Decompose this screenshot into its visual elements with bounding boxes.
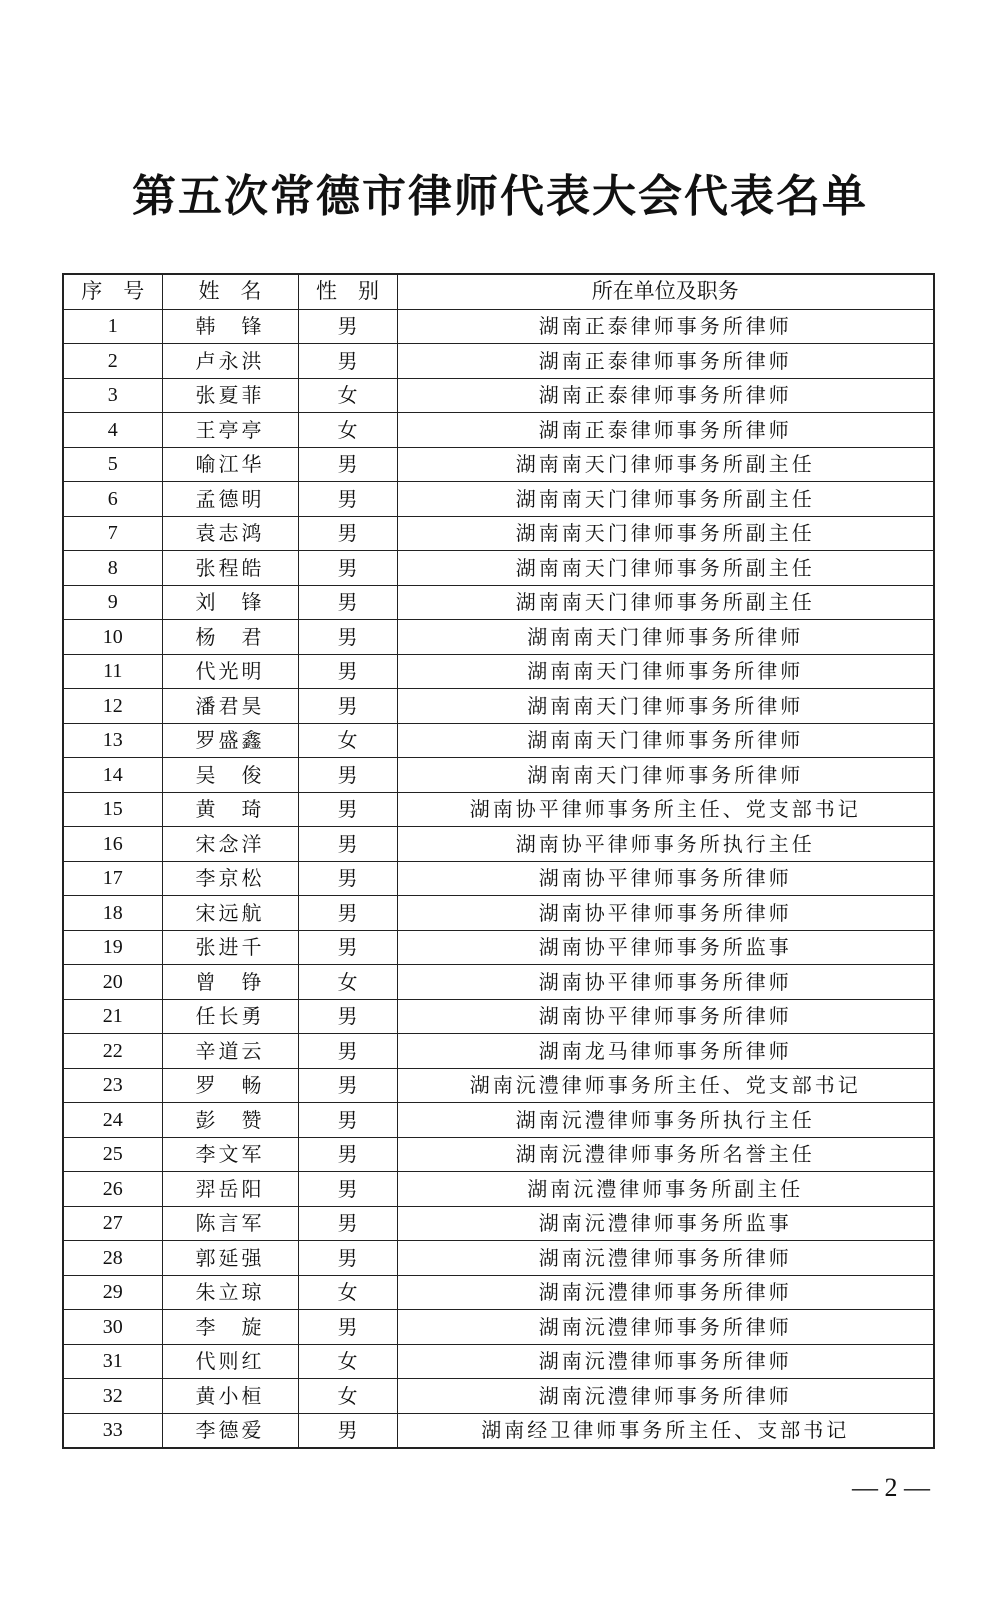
- cell-unit: 湖南南天门律师事务所副主任: [397, 482, 934, 517]
- table-row: [63, 792, 934, 827]
- cell-unit: 湖南沅澧律师事务所执行主任: [397, 1103, 934, 1138]
- cell-gender: 男: [298, 827, 397, 862]
- cell-name: 李 旋: [162, 1310, 298, 1345]
- cell-gender: 男: [298, 999, 397, 1034]
- cell-number: 11: [63, 654, 162, 689]
- cell-name: 陈言军: [162, 1206, 298, 1241]
- cell-number: 29: [63, 1275, 162, 1310]
- table-row: [63, 1034, 934, 1069]
- table-row: [63, 861, 934, 896]
- cell-number: 4: [63, 413, 162, 448]
- cell-gender: 男: [298, 654, 397, 689]
- cell-gender: 男: [298, 585, 397, 620]
- cell-gender: 男: [298, 447, 397, 482]
- table-row: [63, 1172, 934, 1207]
- cell-unit: 湖南协平律师事务所律师: [397, 965, 934, 1000]
- cell-number: 9: [63, 585, 162, 620]
- page-title: 第五次常德市律师代表大会代表名单: [132, 171, 868, 222]
- cell-name: 罗盛鑫: [162, 723, 298, 758]
- cell-name: 罗 畅: [162, 1068, 298, 1103]
- table-row: [63, 654, 934, 689]
- cell-number: 28: [63, 1241, 162, 1276]
- table-row: [63, 447, 934, 482]
- table-row: [63, 723, 934, 758]
- header-number: 序 号: [63, 274, 162, 309]
- cell-gender: 男: [298, 758, 397, 793]
- cell-number: 21: [63, 999, 162, 1034]
- table-row: [63, 516, 934, 551]
- cell-gender: 女: [298, 723, 397, 758]
- cell-unit: 湖南沅澧律师事务所名誉主任: [397, 1137, 934, 1172]
- table-row: [63, 378, 934, 413]
- cell-number: 19: [63, 930, 162, 965]
- cell-unit: 湖南南天门律师事务所律师: [397, 758, 934, 793]
- cell-number: 2: [63, 344, 162, 379]
- table-row: [63, 965, 934, 1000]
- cell-unit: 湖南龙马律师事务所律师: [397, 1034, 934, 1069]
- table-row: [63, 999, 934, 1034]
- header-name: 姓 名: [162, 274, 298, 309]
- cell-gender: 男: [298, 792, 397, 827]
- cell-unit: 湖南协平律师事务所主任、党支部书记: [397, 792, 934, 827]
- cell-gender: 男: [298, 1172, 397, 1207]
- representatives-table: [62, 273, 935, 1449]
- cell-name: 袁志鸿: [162, 516, 298, 551]
- cell-number: 27: [63, 1206, 162, 1241]
- cell-unit: 湖南南天门律师事务所副主任: [397, 551, 934, 586]
- cell-gender: 男: [298, 551, 397, 586]
- cell-number: 8: [63, 551, 162, 586]
- table-row: [63, 1137, 934, 1172]
- cell-name: 李德爱: [162, 1413, 298, 1448]
- table-row: [63, 930, 934, 965]
- table-row: [63, 551, 934, 586]
- cell-gender: 男: [298, 930, 397, 965]
- table-row: [63, 1310, 934, 1345]
- cell-number: 30: [63, 1310, 162, 1345]
- cell-gender: 女: [298, 413, 397, 448]
- table-row: [63, 1103, 934, 1138]
- cell-name: 吴 俊: [162, 758, 298, 793]
- cell-unit: 湖南正泰律师事务所律师: [397, 413, 934, 448]
- cell-name: 宋念洋: [162, 827, 298, 862]
- cell-gender: 男: [298, 1103, 397, 1138]
- cell-name: 刘 锋: [162, 585, 298, 620]
- cell-unit: 湖南沅澧律师事务所律师: [397, 1310, 934, 1345]
- table-row: [63, 620, 934, 655]
- cell-number: 10: [63, 620, 162, 655]
- cell-name: 卢永洪: [162, 344, 298, 379]
- cell-name: 郭延强: [162, 1241, 298, 1276]
- cell-number: 5: [63, 447, 162, 482]
- cell-unit: 湖南协平律师事务所监事: [397, 930, 934, 965]
- cell-unit: 湖南正泰律师事务所律师: [397, 378, 934, 413]
- cell-name: 孟德明: [162, 482, 298, 517]
- cell-number: 26: [63, 1172, 162, 1207]
- cell-gender: 男: [298, 309, 397, 344]
- cell-number: 22: [63, 1034, 162, 1069]
- cell-gender: 男: [298, 620, 397, 655]
- page-number: — 2 —: [852, 1473, 930, 1502]
- cell-number: 24: [63, 1103, 162, 1138]
- cell-name: 李文军: [162, 1137, 298, 1172]
- table-row: [63, 344, 934, 379]
- cell-unit: 湖南沅澧律师事务所律师: [397, 1241, 934, 1276]
- table-row: [63, 413, 934, 448]
- cell-gender: 男: [298, 1068, 397, 1103]
- cell-number: 1: [63, 309, 162, 344]
- cell-gender: 女: [298, 965, 397, 1000]
- cell-gender: 女: [298, 1344, 397, 1379]
- cell-gender: 男: [298, 1137, 397, 1172]
- cell-unit: 湖南协平律师事务所律师: [397, 896, 934, 931]
- table-row: [63, 309, 934, 344]
- cell-number: 15: [63, 792, 162, 827]
- cell-number: 18: [63, 896, 162, 931]
- cell-unit: 湖南南天门律师事务所律师: [397, 689, 934, 724]
- cell-gender: 女: [298, 378, 397, 413]
- cell-gender: 女: [298, 1379, 397, 1414]
- cell-number: 23: [63, 1068, 162, 1103]
- cell-unit: 湖南南天门律师事务所律师: [397, 654, 934, 689]
- cell-number: 20: [63, 965, 162, 1000]
- cell-number: 31: [63, 1344, 162, 1379]
- table-header-row: [63, 274, 934, 309]
- cell-name: 宋远航: [162, 896, 298, 931]
- cell-name: 张程皓: [162, 551, 298, 586]
- cell-name: 羿岳阳: [162, 1172, 298, 1207]
- table-row: [63, 689, 934, 724]
- header-gender: 性 别: [298, 274, 397, 309]
- cell-number: 17: [63, 861, 162, 896]
- cell-name: 朱立琼: [162, 1275, 298, 1310]
- cell-unit: 湖南沅澧律师事务所律师: [397, 1344, 934, 1379]
- cell-name: 代则红: [162, 1344, 298, 1379]
- table-row: [63, 1275, 934, 1310]
- cell-number: 12: [63, 689, 162, 724]
- table-body: [63, 309, 934, 1448]
- cell-number: 33: [63, 1413, 162, 1448]
- cell-name: 喻江华: [162, 447, 298, 482]
- cell-gender: 女: [298, 1275, 397, 1310]
- cell-unit: 湖南沅澧律师事务所律师: [397, 1275, 934, 1310]
- table-row: [63, 1344, 934, 1379]
- cell-number: 13: [63, 723, 162, 758]
- cell-unit: 湖南正泰律师事务所律师: [397, 309, 934, 344]
- cell-name: 黄小桓: [162, 1379, 298, 1414]
- cell-unit: 湖南南天门律师事务所副主任: [397, 516, 934, 551]
- cell-unit: 湖南协平律师事务所执行主任: [397, 827, 934, 862]
- cell-number: 16: [63, 827, 162, 862]
- cell-number: 32: [63, 1379, 162, 1414]
- cell-gender: 男: [298, 482, 397, 517]
- cell-unit: 湖南协平律师事务所律师: [397, 999, 934, 1034]
- table-row: [63, 1206, 934, 1241]
- cell-gender: 男: [298, 1206, 397, 1241]
- cell-unit: 湖南经卫律师事务所主任、支部书记: [397, 1413, 934, 1448]
- cell-name: 韩 锋: [162, 309, 298, 344]
- cell-name: 王亭亭: [162, 413, 298, 448]
- cell-unit: 湖南沅澧律师事务所副主任: [397, 1172, 934, 1207]
- table-row: [63, 482, 934, 517]
- cell-gender: 男: [298, 1241, 397, 1276]
- cell-name: 杨 君: [162, 620, 298, 655]
- cell-name: 张夏菲: [162, 378, 298, 413]
- cell-unit: 湖南正泰律师事务所律师: [397, 344, 934, 379]
- cell-gender: 男: [298, 689, 397, 724]
- cell-unit: 湖南南天门律师事务所副主任: [397, 447, 934, 482]
- table-row: [63, 585, 934, 620]
- table-row: [63, 1241, 934, 1276]
- table-header: [63, 274, 934, 309]
- cell-unit: 湖南南天门律师事务所副主任: [397, 585, 934, 620]
- cell-gender: 男: [298, 1413, 397, 1448]
- cell-unit: 湖南南天门律师事务所律师: [397, 620, 934, 655]
- cell-name: 曾 铮: [162, 965, 298, 1000]
- cell-number: 7: [63, 516, 162, 551]
- cell-name: 任长勇: [162, 999, 298, 1034]
- cell-unit: 湖南沅澧律师事务所律师: [397, 1379, 934, 1414]
- cell-name: 辛道云: [162, 1034, 298, 1069]
- cell-gender: 男: [298, 344, 397, 379]
- cell-name: 张进千: [162, 930, 298, 965]
- cell-unit: 湖南南天门律师事务所律师: [397, 723, 934, 758]
- cell-number: 6: [63, 482, 162, 517]
- cell-gender: 男: [298, 861, 397, 896]
- cell-unit: 湖南沅澧律师事务所监事: [397, 1206, 934, 1241]
- cell-unit: 湖南协平律师事务所律师: [397, 861, 934, 896]
- cell-gender: 男: [298, 516, 397, 551]
- table-row: [63, 827, 934, 862]
- cell-number: 3: [63, 378, 162, 413]
- table-row: [63, 1068, 934, 1103]
- cell-gender: 男: [298, 1310, 397, 1345]
- cell-name: 潘君昊: [162, 689, 298, 724]
- table-row: [63, 758, 934, 793]
- table-row: [63, 1413, 934, 1448]
- cell-number: 25: [63, 1137, 162, 1172]
- cell-unit: 湖南沅澧律师事务所主任、党支部书记: [397, 1068, 934, 1103]
- table-row: [63, 1379, 934, 1414]
- cell-name: 黄 琦: [162, 792, 298, 827]
- table-row: [63, 896, 934, 931]
- cell-name: 代光明: [162, 654, 298, 689]
- cell-name: 彭 赞: [162, 1103, 298, 1138]
- header-unit: 所在单位及职务: [397, 274, 934, 309]
- cell-gender: 男: [298, 896, 397, 931]
- cell-name: 李京松: [162, 861, 298, 896]
- cell-gender: 男: [298, 1034, 397, 1069]
- cell-number: 14: [63, 758, 162, 793]
